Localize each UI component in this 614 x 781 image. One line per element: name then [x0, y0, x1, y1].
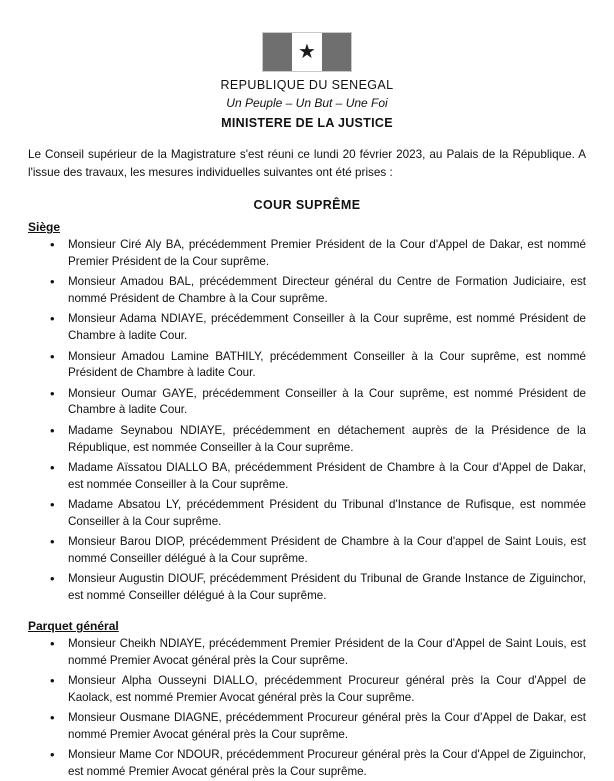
list-item: • Monsieur Alpha Ousseyni DIALLO, précédemment Procureur général près la Cour d'Appel de Kaolack, est nommé Premier Avocat général près la Cour suprême. — [46, 673, 586, 707]
list-item: • Madame Seynabou NDIAYE, précédemment en détachement auprès de la Présidence de la République, est nommée Conseiller à la Cour suprême. — [46, 423, 586, 457]
list-item: • Monsieur Barou DIOP, précédemment Président de Chambre à la Cour d'appel de Saint Louis, est nommé Conseiller délégué à la Cour suprême. — [46, 534, 586, 568]
subheading-siege: Siège — [28, 220, 61, 235]
list-item: • Monsieur Ousmane DIAGNE, précédemment Procureur général près la Cour d'Appel de Dakar, est nommé Premier Avocat général près la Cour suprême. — [46, 710, 586, 744]
national-motto: Un Peuple – Un But – Une Foi — [226, 96, 388, 110]
ministry-title: MINISTERE DE LA JUSTICE — [221, 116, 393, 130]
list-item: • Monsieur Cheikh NDIAYE, précédemment Premier Président de la Cour d'Appel de Saint Louis, est nommé Premier Avocat général près la Cour suprême. — [46, 636, 586, 670]
flag-band-left — [263, 33, 292, 71]
entry-list-parquet-general — [28, 636, 586, 781]
intro-paragraph: Le Conseil supérieur de la Magistrature s'est réuni ce lundi 20 février 2023, au Palais de la République. A l'issue des travaux, les mesures individuelles suivantes ont été prises : — [28, 148, 586, 180]
emblem-container — [28, 32, 586, 72]
star-icon: ★ — [298, 41, 316, 63]
list-item: • Monsieur Augustin DIOUF, précédemment Président du Tribunal de Grande Instance de Ziguinchor, est nommé Conseiller délégué à la Cour suprême. — [46, 571, 586, 605]
subheading-parquet-general: Parquet général — [28, 619, 119, 634]
list-item: • Monsieur Oumar GAYE, précédemment Conseiller à la Cour suprême, est nommé Président de Chambre à ladite Cour. — [46, 386, 586, 420]
group-parquet-general — [28, 619, 586, 781]
section-spacer — [28, 608, 586, 617]
list-item: • Madame Absatou LY, précédemment Président du Tribunal d'Instance de Rufisque, est nommée Conseiller à la Cour suprême. — [46, 497, 586, 531]
group-siege — [28, 220, 586, 604]
country-title: REPUBLIQUE DU SENEGAL — [220, 78, 394, 92]
flag-band-middle — [292, 33, 321, 71]
list-item: • Monsieur Amadou Lamine BATHILY, précédemment Conseiller à la Cour suprême, est nommé Président de Chambre à ladite Cour. — [46, 349, 586, 383]
list-item: • Monsieur Mame Cor NDOUR, précédemment Procureur général près la Cour d'Appel de Ziguinchor, est nommé Premier Avocat général près la Cour suprême. — [46, 747, 586, 781]
list-item: • Monsieur Ciré Aly BA, précédemment Premier Président de la Cour d'Appel de Dakar, est nommé Premier Président de la Cour suprême. — [46, 237, 586, 271]
senegal-flag-icon — [262, 32, 352, 72]
list-item: • Monsieur Amadou BAL, précédemment Directeur général du Centre de Formation Judiciaire, est nommé Président de Chambre à la Cour suprême. — [46, 274, 586, 308]
section-title: COUR SUPRÊME — [253, 198, 361, 213]
flag-band-right — [322, 33, 351, 71]
list-item: • Madame Aïssatou DIALLO BA, précédemment Président de Chambre à la Cour d'Appel de Dakar, est nommée Conseiller à la Cour suprême. — [46, 460, 586, 494]
list-item: • Monsieur Adama NDIAYE, précédemment Conseiller à la Cour suprême, est nommé Président de Chambre à ladite Cour. — [46, 311, 586, 345]
entry-list-siege — [28, 237, 586, 604]
